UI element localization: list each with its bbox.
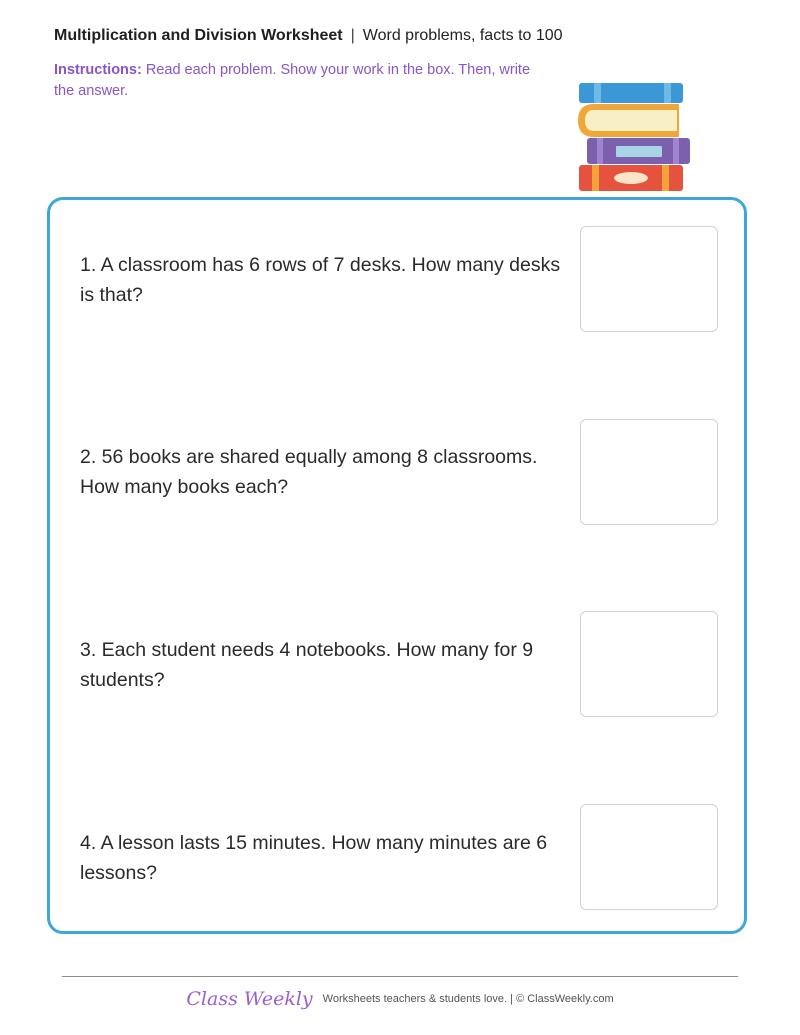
bottom-book-band-right	[662, 165, 669, 191]
worksheet-subtitle: Word problems, facts to 100	[362, 27, 563, 44]
footer-tagline: Worksheets teachers & students love. | © ClassWeekly.com	[322, 993, 614, 1005]
third-book-band	[597, 138, 603, 164]
footer-divider	[62, 976, 738, 977]
top-book-band	[594, 83, 601, 103]
problem-1: 1. A classroom has 6 rows of 7 desks. How many desks is that?	[80, 254, 561, 306]
third-book-label	[616, 146, 662, 157]
bottom-book-label	[614, 172, 648, 184]
problem-4: 4. A lesson lasts 15 minutes. How many minutes are 6 lessons?	[80, 832, 548, 884]
top-book-band-right	[664, 83, 671, 103]
answer-box-4[interactable]	[580, 804, 718, 910]
second-book-pages	[585, 110, 677, 131]
brand-logo: Class Weekly	[186, 988, 313, 1010]
worksheet-title: Multiplication and Division Worksheet	[54, 27, 343, 44]
problem-3: 3. Each student needs 4 notebooks. How many for 9 students?	[80, 639, 534, 691]
instructions-label: Instructions:	[54, 62, 142, 78]
third-book-band-right	[673, 138, 679, 164]
answer-box-1[interactable]	[580, 226, 718, 332]
answer-box-2[interactable]	[580, 419, 718, 525]
bottom-book-band	[592, 165, 599, 191]
header-separator: |	[350, 27, 355, 44]
worksheet-header	[54, 27, 563, 45]
instructions-text: Read each problem. Show your work in the box. Then, write the answer.	[54, 62, 531, 99]
stacked-books-icon	[576, 80, 694, 195]
answer-box-3[interactable]	[580, 611, 718, 717]
problem-2: 2. 56 books are shared equally among 8 classrooms. How many books each?	[80, 446, 538, 498]
footer	[0, 988, 800, 1010]
instructions	[54, 60, 544, 102]
